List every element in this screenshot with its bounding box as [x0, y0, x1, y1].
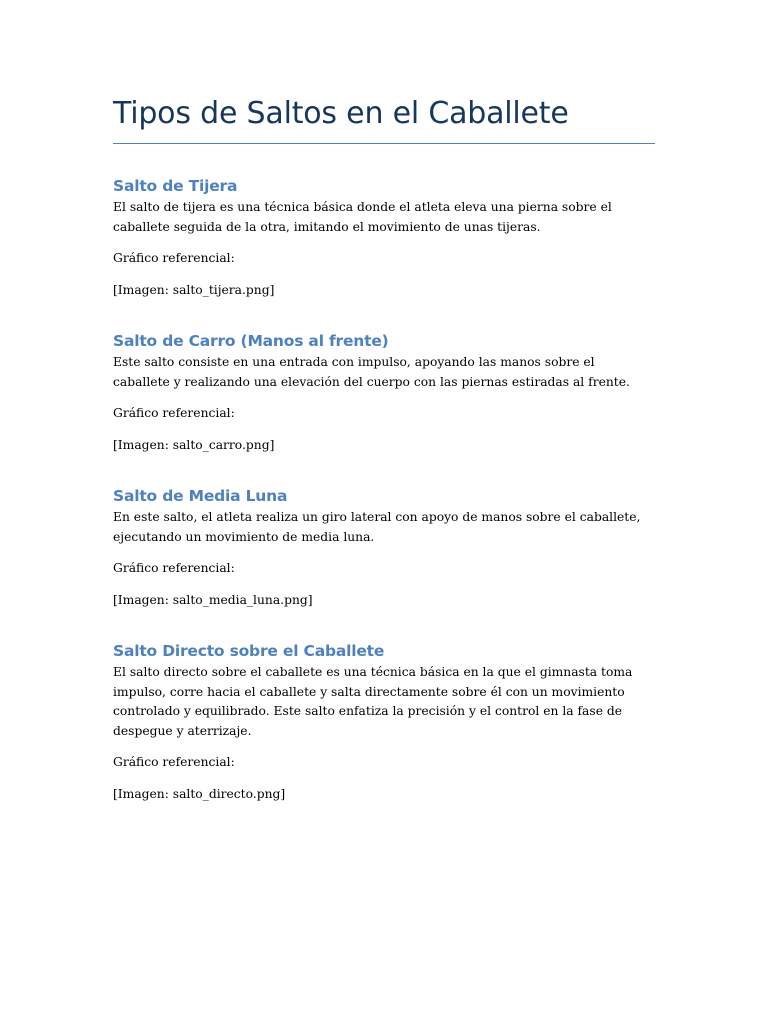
section-body: El salto directo sobre el caballete es una técnica básica en la que el gimnasta toma impulso, corre hacia el caballete y salta directamente sobre él con un movimiento controlado y equilibrado. Este salto enfatiza la precisión y el control en la fase de despegue y aterrizaje.	[113, 665, 633, 738]
section-body: En este salto, el atleta realiza un giro lateral con apoyo de manos sobre el caballete, ejecutando un movimiento de media luna.	[113, 510, 641, 544]
graphic-label: Gráfico referencial:	[113, 755, 235, 769]
image-reference: [Imagen: salto_directo.png]	[113, 786, 286, 801]
section-heading: Salto Directo sobre el Caballete	[113, 642, 385, 660]
document-page	[113, 92, 655, 804]
document-title: Tipos de Saltos en el Caballete	[113, 92, 655, 144]
section-heading: Salto de Tijera	[113, 177, 238, 195]
section-body: Este salto consiste en una entrada con impulso, apoyando las manos sobre el caballete y realizando una elevación del cuerpo con las piernas estiradas al frente.	[113, 355, 630, 389]
graphic-label: Gráfico referencial:	[113, 406, 235, 420]
section-salto-carro	[113, 331, 655, 455]
image-reference: [Imagen: salto_carro.png]	[113, 437, 275, 452]
section-salto-directo	[113, 641, 655, 804]
section-heading: Salto de Carro (Manos al frente)	[113, 332, 389, 350]
section-heading: Salto de Media Luna	[113, 487, 288, 505]
image-reference: [Imagen: salto_media_luna.png]	[113, 592, 313, 607]
section-salto-media-luna	[113, 486, 655, 610]
graphic-label: Gráfico referencial:	[113, 561, 235, 575]
graphic-label: Gráfico referencial:	[113, 251, 235, 265]
section-salto-tijera	[113, 176, 655, 300]
image-reference: [Imagen: salto_tijera.png]	[113, 282, 275, 297]
section-body: El salto de tijera es una técnica básica donde el atleta eleva una pierna sobre el caballete seguida de la otra, imitando el movimiento de unas tijeras.	[113, 200, 612, 234]
